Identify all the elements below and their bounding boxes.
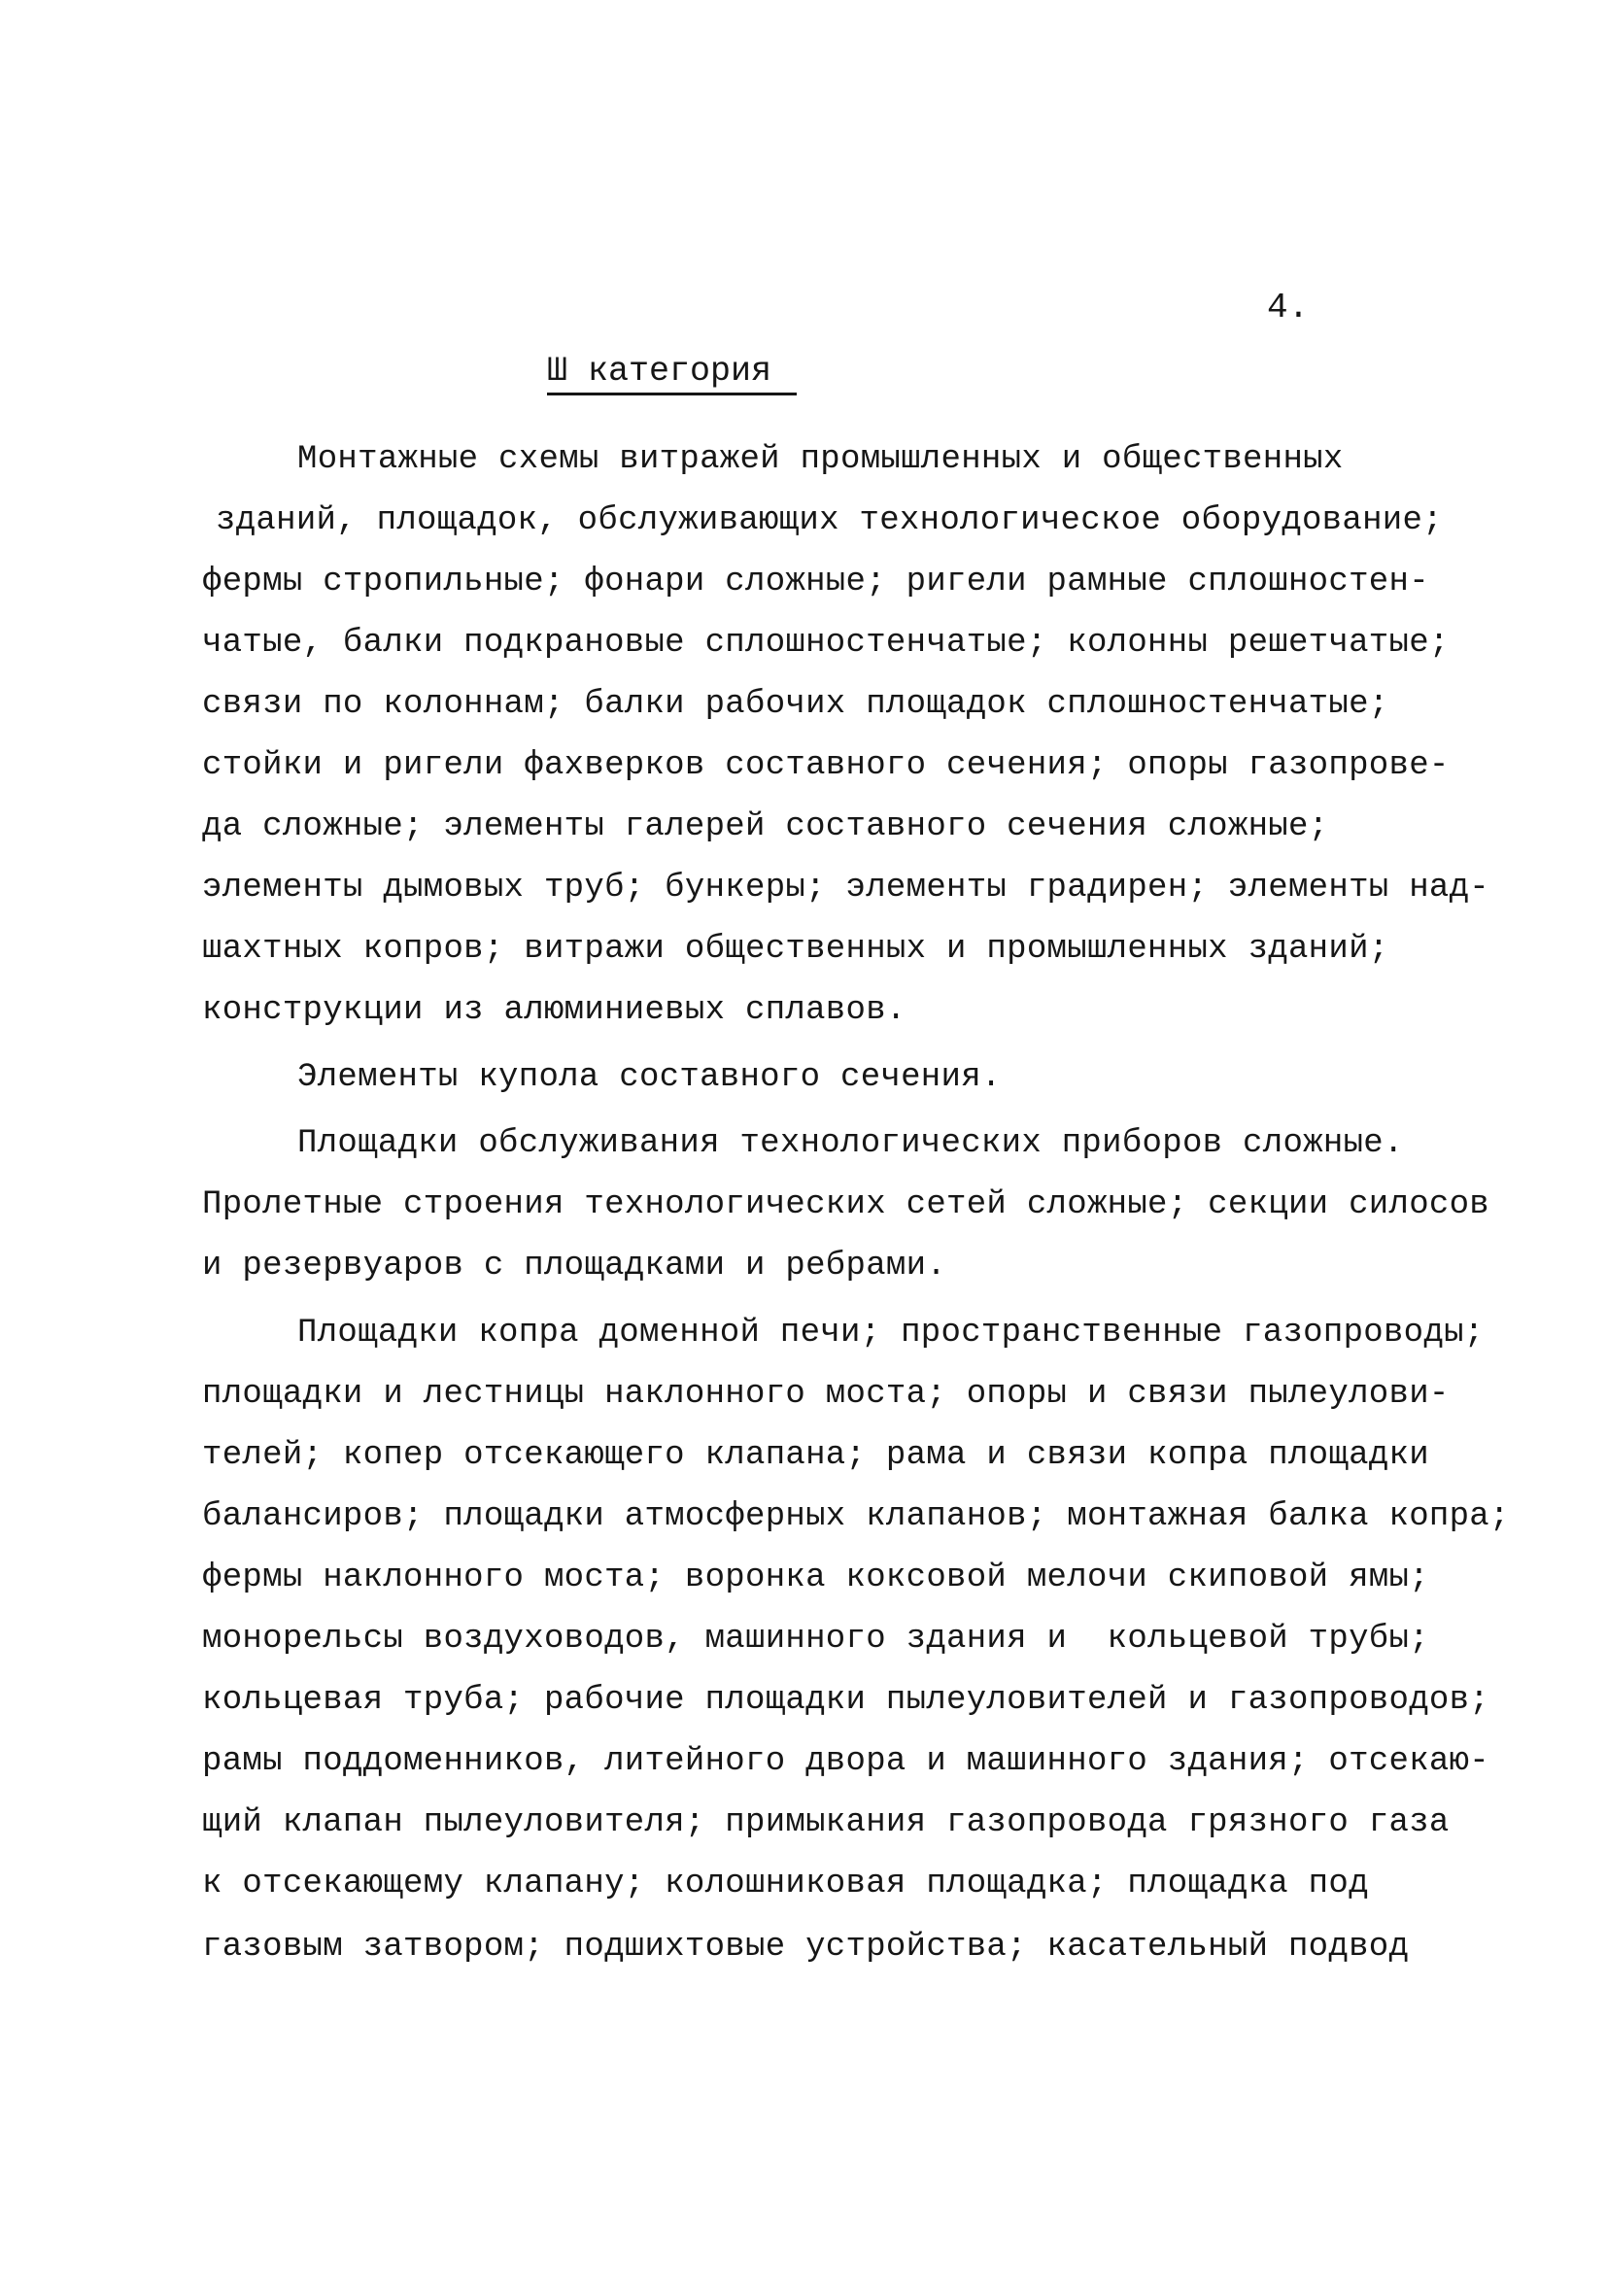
text-line: элементы дымовых труб; бункеры; элементы градирен; элементы над- xyxy=(202,870,1490,907)
text-line: зданий, площадок, обслуживающих технологическое оборудование; xyxy=(216,502,1443,539)
text-line: Пролетные строения технологических сетей сложные; секции силосов xyxy=(202,1186,1490,1223)
text-line: фермы стропильные; фонари сложные; ригели рамные сплошностен- xyxy=(202,564,1429,600)
text-line: Площадки копра доменной печи; пространственные газопроводы; xyxy=(297,1315,1485,1352)
text-line: газовым затвором; подшихтовые устройства; касательный подвод xyxy=(202,1929,1410,1966)
text-line: площадки и лестницы наклонного моста; опоры и связи пылеулови- xyxy=(202,1376,1450,1413)
section-heading: Ш категория xyxy=(547,352,797,395)
text-line: балансиров; площадки атмосферных клапанов; монтажная балка копра; xyxy=(202,1498,1510,1535)
text-line: чатые, балки подкрановые сплошностенчатые; колонны решетчатые; xyxy=(202,625,1450,662)
text-line: щий клапан пылеуловителя; примыкания газопровода грязного газа xyxy=(202,1804,1450,1841)
text-line: монорельсы воздуховодов, машинного здания и кольцевой трубы; xyxy=(202,1621,1429,1658)
text-line: Монтажные схемы витражей промышленных и общественных xyxy=(297,441,1344,478)
text-line: стойки и ригели фахверков составного сечения; опоры газопрове- xyxy=(202,747,1450,784)
text-line: телей; копер отсекающего клапана; рама и связи копра площадки xyxy=(202,1437,1429,1474)
text-line: рамы поддоменников, литейного двора и машинного здания; отсекаю- xyxy=(202,1743,1490,1780)
text-line: конструкции из алюминиевых сплавов. xyxy=(202,992,906,1029)
text-line: фермы наклонного моста; воронка коксовой мелочи скиповой ямы; xyxy=(202,1559,1429,1596)
text-line: и резервуаров с площадками и ребрами. xyxy=(202,1248,947,1285)
text-line: Площадки обслуживания технологических приборов сложные. xyxy=(297,1125,1404,1162)
text-line: Элементы купола составного сечения. xyxy=(297,1059,1002,1096)
page-number: 4. xyxy=(1267,288,1310,327)
text-line: связи по колоннам; балки рабочих площадок сплошностенчатые; xyxy=(202,686,1389,723)
text-line: да сложные; элементы галерей составного сечения сложные; xyxy=(202,808,1329,845)
text-line: кольцевая труба; рабочие площадки пылеуловителей и газопроводов; xyxy=(202,1682,1490,1719)
text-line: к отсекающему клапану; колошниковая площадка; площадка под xyxy=(202,1866,1369,1902)
text-line: шахтных копров; витражи общественных и промышленных зданий; xyxy=(202,931,1389,968)
